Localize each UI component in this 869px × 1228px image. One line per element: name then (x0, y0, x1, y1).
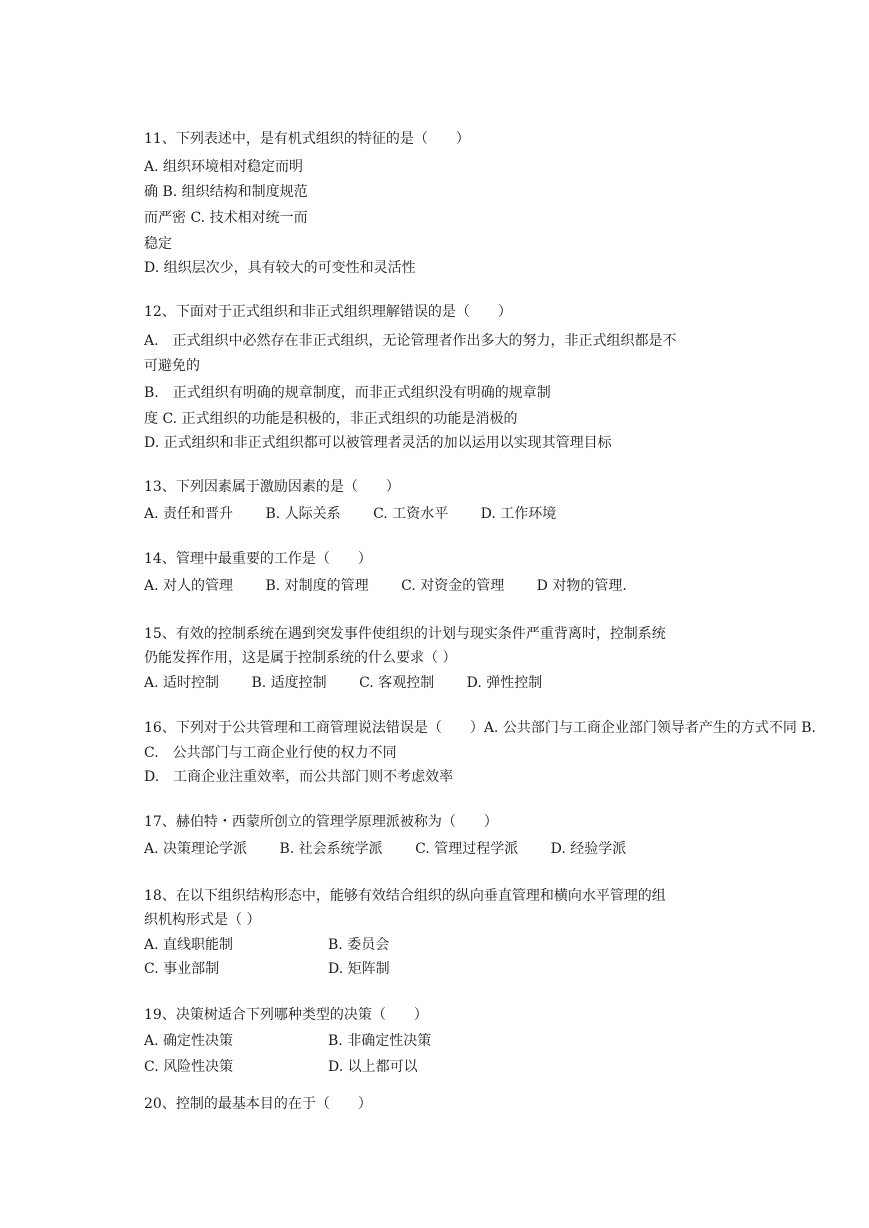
question-14-stem: 14、管理中最重要的工作是（ ） (144, 551, 372, 567)
question-12-line: 可避免的 (144, 358, 200, 374)
question-19-option-b: B. 非确定性决策 (328, 1033, 432, 1049)
question-11-line: 确 B. 组织结构和制度规范 (144, 184, 308, 200)
question-15-stem: 15、有效的控制系统在遇到突发事件使组织的计划与现实条件严重背离时，控制系统 (144, 626, 666, 642)
question-15-options: A. 适时控制 B. 适度控制 C. 客观控制 D. 弹性控制 (144, 675, 543, 691)
question-11-line: 稳定 (144, 236, 172, 252)
question-16-stem: 16、下列对于公共管理和工商管理说法错误是（ ）A. 公共部门与工商企业部门领导者产生的方式不同 B. (144, 720, 817, 736)
question-20-stem: 20、控制的最基本目的在于（ ） (144, 1096, 372, 1112)
question-19-option-a: A. 确定性决策 (144, 1033, 234, 1049)
question-19-option-c: C. 风险性决策 (144, 1059, 234, 1075)
question-14-options: A. 对人的管理 B. 对制度的管理 C. 对资金的管理 D 对物的管理. (144, 578, 627, 594)
question-16-line: C. 公共部门与工商企业行使的权力不同 (144, 745, 397, 761)
question-19-stem: 19、决策树适合下列哪种类型的决策（ ） (144, 1007, 428, 1023)
question-19-option-d: D. 以上都可以 (328, 1059, 418, 1075)
question-13-options: A. 责任和晋升 B. 人际关系 C. 工资水平 D. 工作环境 (144, 506, 557, 522)
question-13-stem: 13、下列因素属于激励因素的是（ ） (144, 479, 400, 495)
question-17-options: A. 决策理论学派 B. 社会系统学派 C. 管理过程学派 D. 经验学派 (144, 841, 627, 857)
question-11-line: D. 组织层次少，具有较大的可变性和灵活性 (144, 260, 416, 276)
question-12-line: A. 正式组织中必然存在非正式组织，无论管理者作出多大的努力，非正式组织都是不 (144, 333, 677, 349)
question-12-line: 度 C. 正式组织的功能是积极的，非正式组织的功能是消极的 (144, 411, 518, 427)
question-15-line: 仍能发挥作用，这是属于控制系统的什么要求（ ） (144, 650, 457, 666)
question-18-option-b: B. 委员会 (328, 937, 390, 953)
question-12-stem: 12、下面对于正式组织和非正式组织理解错误的是（ ） (144, 304, 512, 320)
question-12-line: D. 正式组织和非正式组织都可以被管理者灵活的加以运用以实现其管理目标 (144, 435, 612, 451)
question-11-line: A. 组织环境相对稳定而明 (144, 159, 304, 175)
question-18-line: 织机构形式是（ ） (144, 912, 261, 928)
question-18-option-d: D. 矩阵制 (328, 961, 390, 977)
question-18-stem: 18、在以下组织结构形态中，能够有效结合组织的纵向垂直管理和横向水平管理的组 (144, 888, 666, 904)
question-16-line: D. 工商企业注重效率，而公共部门则不考虑效率 (144, 769, 454, 785)
question-12-line: B. 正式组织有明确的规章制度，而非正式组织没有明确的规章制 (144, 385, 551, 401)
question-11-stem: 11、下列表述中，是有机式组织的特征的是（ ） (144, 131, 470, 147)
question-17-stem: 17、赫伯特・西蒙所创立的管理学原理派被称为（ ） (144, 814, 498, 830)
question-18-option-c: C. 事业部制 (144, 961, 220, 977)
question-18-option-a: A. 直线职能制 (144, 937, 234, 953)
question-11-line: 而严密 C. 技术相对统一而 (144, 210, 308, 226)
